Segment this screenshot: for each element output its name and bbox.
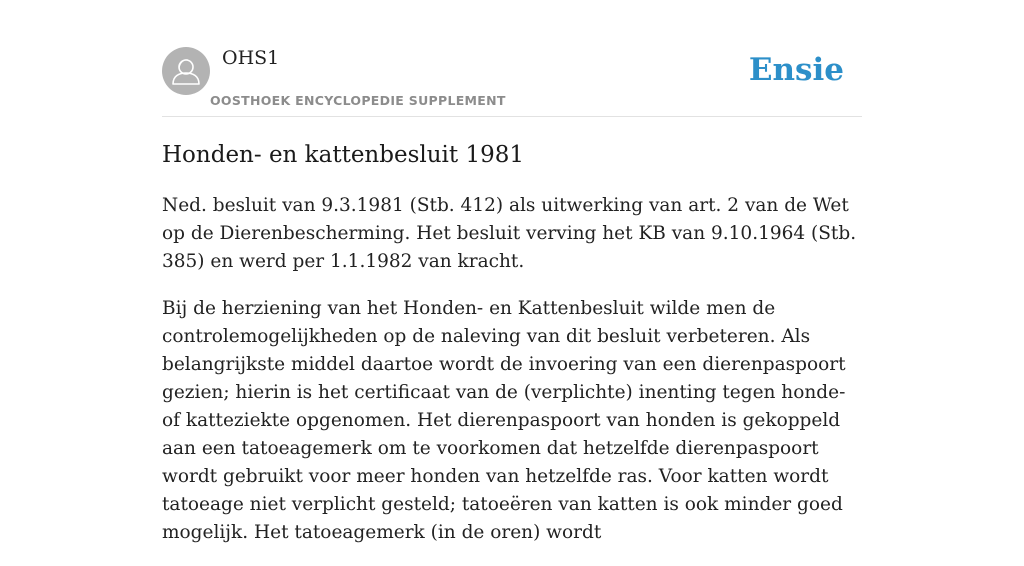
- author-name[interactable]: OHS1: [222, 47, 280, 69]
- avatar[interactable]: [162, 47, 210, 95]
- user-outline-icon: [162, 47, 210, 95]
- page-title: Honden- en kattenbesluit 1981: [162, 142, 524, 168]
- site-logo[interactable]: Ensie: [748, 52, 844, 88]
- source-label[interactable]: OOSTHOEK ENCYCLOPEDIE SUPPLEMENT: [210, 93, 506, 108]
- paragraph: Ned. besluit van 9.3.1981 (Stb. 412) als uitwerking van art. 2 van de Wet op de Dierenbescherming. Het besluit verving het KB van 9.10.1964 (Stb. 385) en werd per 1.1.1982 van kracht.: [162, 195, 857, 272]
- paragraph: Bij de herziening van het Honden- en Kattenbesluit wilde men de controlemogelijkheden op de naleving van dit besluit verbeteren. Als belangrijkste middel daartoe wordt de invoering van een dierenpaspoort gezien; hierin is het certificaat van de (verplichte) inenting tegen honde- of katteziekte opgenomen. Het dierenpaspoort van honden is gekoppeld aan een tatoeagemerk om te voorkomen dat hetzelfde dierenpaspoort wordt gebruikt voor meer honden van hetzelfde ras. Voor katten wordt tatoeage niet verplicht gesteld; tatoeëren van katten is ook minder goed mogelijk. Het tatoeagemerk (in de oren) wordt: [162, 298, 846, 543]
- article-header: [162, 0, 862, 117]
- article-body: [162, 192, 867, 566]
